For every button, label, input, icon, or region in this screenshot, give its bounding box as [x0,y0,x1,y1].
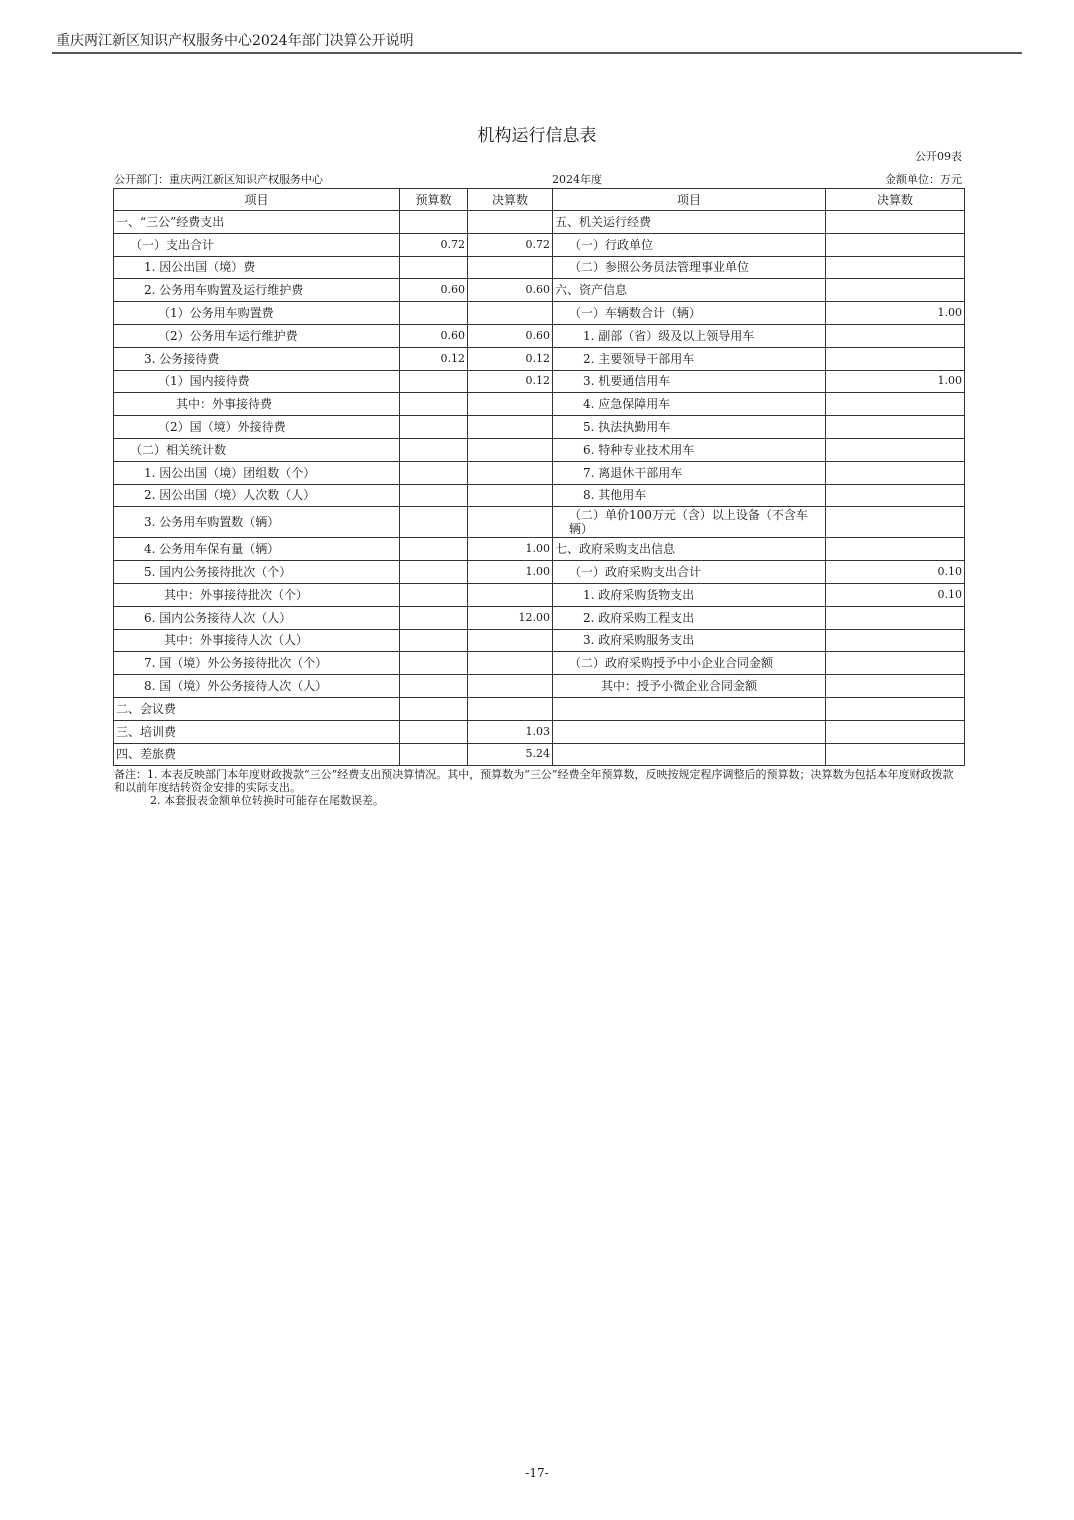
row-final-value [468,629,553,652]
row-final-value [468,393,553,416]
table-row [114,416,965,439]
row-right-final-value [826,743,965,766]
row-right-item-label [553,743,826,766]
row-item-label: 一、“三公”经费支出 [114,211,400,234]
row-item-label: 4. 公务用车保有量（辆） [114,538,400,561]
row-right-item-label [553,697,826,720]
row-final-value: 0.12 [468,370,553,393]
table-row [114,256,965,279]
row-right-final-value [826,279,965,302]
row-budget-value: 0.72 [400,233,468,256]
row-final-value: 1.03 [468,720,553,743]
row-budget-value [400,461,468,484]
row-budget-value [400,416,468,439]
header-divider [52,52,1022,54]
table-row [114,652,965,675]
row-budget-value [400,302,468,325]
row-right-item-label: （二）参照公务员法管理事业单位 [553,256,826,279]
row-right-final-value [826,606,965,629]
row-final-value [468,438,553,461]
row-item-label: 7. 国（境）外公务接待批次（个） [114,652,400,675]
row-budget-value: 0.12 [400,347,468,370]
row-item-label: 四、差旅费 [114,743,400,766]
row-final-value [468,652,553,675]
row-final-value [468,302,553,325]
table-row [114,629,965,652]
row-final-value: 1.00 [468,561,553,584]
table-row [114,324,965,347]
header-item-right: 项目 [553,189,826,211]
row-budget-value [400,743,468,766]
row-right-item-label: （二）单价100万元（含）以上设备（不含车辆） [553,507,826,538]
table-row [114,211,965,234]
row-item-label: 2. 公务用车购置及运行维护费 [114,279,400,302]
header-final: 决算数 [468,189,553,211]
table-meta [114,171,962,187]
table-row [114,583,965,606]
row-item-label: （2）公务用车运行维护费 [114,324,400,347]
row-item-label: 其中：外事接待批次（个） [114,583,400,606]
row-right-final-value [826,675,965,698]
row-budget-value [400,606,468,629]
row-right-final-value [826,347,965,370]
row-right-item-label: （二）政府采购授予中小企业合同金额 [553,652,826,675]
row-right-item-label: 3. 机要通信用车 [553,370,826,393]
row-budget-value [400,697,468,720]
page-number: -17- [525,1466,549,1480]
row-item-label: （1）公务用车购置费 [114,302,400,325]
row-right-final-value: 1.00 [826,302,965,325]
row-right-final-value [826,720,965,743]
row-budget-value [400,583,468,606]
row-budget-value [400,507,468,538]
row-right-final-value [826,461,965,484]
row-right-final-value [826,438,965,461]
row-budget-value [400,675,468,698]
row-item-label: 三、培训费 [114,720,400,743]
table-row [114,233,965,256]
row-right-item-label [553,720,826,743]
header-final-right: 决算数 [826,189,965,211]
notes [114,768,964,807]
row-final-value [468,697,553,720]
row-item-label: 6. 国内公务接待人次（人） [114,606,400,629]
row-right-final-value [826,416,965,439]
row-right-item-label: 其中：授予小微企业合同金额 [553,675,826,698]
department-label: 公开部门：重庆两江新区知识产权服务中心 [114,173,323,186]
row-final-value [468,461,553,484]
row-final-value [468,507,553,538]
table-row [114,438,965,461]
row-final-value: 0.72 [468,233,553,256]
row-final-value [468,256,553,279]
table-row [114,279,965,302]
row-right-final-value: 0.10 [826,561,965,584]
row-budget-value [400,484,468,507]
row-right-item-label: 8. 其他用车 [553,484,826,507]
row-final-value: 0.60 [468,279,553,302]
table-row [114,302,965,325]
row-right-final-value [826,324,965,347]
row-right-item-label: （一）车辆数合计（辆） [553,302,826,325]
row-right-item-label: 3. 政府采购服务支出 [553,629,826,652]
row-item-label: 其中：外事接待人次（人） [114,629,400,652]
row-right-final-value [826,538,965,561]
row-right-item-label: 1. 政府采购货物支出 [553,583,826,606]
row-right-item-label: 七、政府采购支出信息 [553,538,826,561]
row-budget-value [400,538,468,561]
row-right-final-value [826,697,965,720]
row-right-item-label: 五、机关运行经费 [553,211,826,234]
table-row [114,743,965,766]
table-row [114,561,965,584]
row-budget-value [400,211,468,234]
row-right-item-label: 6. 特种专业技术用车 [553,438,826,461]
row-budget-value [400,256,468,279]
row-right-item-label: （一）政府采购支出合计 [553,561,826,584]
row-right-final-value: 0.10 [826,583,965,606]
row-final-value: 1.00 [468,538,553,561]
table-row [114,720,965,743]
row-right-final-value [826,256,965,279]
row-right-item-label: （一）行政单位 [553,233,826,256]
row-right-final-value [826,211,965,234]
header-item: 项目 [114,189,400,211]
row-item-label: 二、会议费 [114,697,400,720]
row-right-final-value [826,629,965,652]
table-title: 机构运行信息表 [477,126,597,146]
table-row [114,606,965,629]
row-final-value [468,583,553,606]
row-final-value [468,416,553,439]
row-right-final-value: 1.00 [826,370,965,393]
row-item-label: 1. 因公出国（境）团组数（个） [114,461,400,484]
row-item-label: 2. 因公出国（境）人次数（人） [114,484,400,507]
row-budget-value [400,393,468,416]
header-budget: 预算数 [400,189,468,211]
row-item-label: 5. 国内公务接待批次（个） [114,561,400,584]
row-item-label: 8. 国（境）外公务接待人次（人） [114,675,400,698]
row-budget-value [400,561,468,584]
row-final-value: 5.24 [468,743,553,766]
row-budget-value [400,629,468,652]
row-right-final-value [826,233,965,256]
row-item-label: （2）国（境）外接待费 [114,416,400,439]
row-item-label: 1. 因公出国（境）费 [114,256,400,279]
note-2: 2. 本套报表金额单位转换时可能存在尾数误差。 [150,794,384,807]
row-budget-value [400,438,468,461]
row-right-final-value [826,393,965,416]
row-final-value: 0.12 [468,347,553,370]
operation-info-table [113,188,965,766]
row-right-item-label: 7. 离退休干部用车 [553,461,826,484]
row-right-item-label: 2. 政府采购工程支出 [553,606,826,629]
row-right-item-label: 5. 执法执勤用车 [553,416,826,439]
table-row [114,697,965,720]
form-number: 公开09表 [915,150,962,163]
table-row [114,393,965,416]
row-item-label: （1）国内接待费 [114,370,400,393]
row-item-label: 3. 公务用车购置数（辆） [114,507,400,538]
row-final-value [468,675,553,698]
row-right-item-label: 2. 主要领导干部用车 [553,347,826,370]
row-budget-value [400,652,468,675]
row-right-item-label: 1. 副部（省）级及以上领导用车 [553,324,826,347]
row-final-value [468,211,553,234]
table-row [114,370,965,393]
table-row [114,675,965,698]
table-row [114,484,965,507]
row-right-item-label: 4. 应急保障用车 [553,393,826,416]
row-final-value: 12.00 [468,606,553,629]
row-item-label: （一）支出合计 [114,233,400,256]
document-header: 重庆两江新区知识产权服务中心2024年部门决算公开说明 [56,33,414,49]
row-right-final-value [826,652,965,675]
unit-label: 金额单位：万元 [885,173,962,186]
row-final-value: 0.60 [468,324,553,347]
row-final-value [468,484,553,507]
row-item-label: 3. 公务接待费 [114,347,400,370]
row-item-label: （二）相关统计数 [114,438,400,461]
table-row [114,538,965,561]
table-row [114,347,965,370]
row-budget-value: 0.60 [400,324,468,347]
row-budget-value [400,370,468,393]
year-label: 2024年度 [552,173,602,186]
row-right-final-value [826,507,965,538]
note-1: 备注：1. 本表反映部门本年度财政拨款“三公”经费支出预决算情况。其中，预算数为“三公”经费全年预算数，反映按规定程序调整后的预算数；决算数为包括本年度财政拨款和以前年度结转资金安排的实际支出。 [114,768,954,794]
table-row [114,461,965,484]
row-item-label: 其中：外事接待费 [114,393,400,416]
row-right-final-value [826,484,965,507]
row-right-item-label: 六、资产信息 [553,279,826,302]
table-row [114,507,965,538]
row-budget-value: 0.60 [400,279,468,302]
row-budget-value [400,720,468,743]
table-header-row [114,189,965,211]
